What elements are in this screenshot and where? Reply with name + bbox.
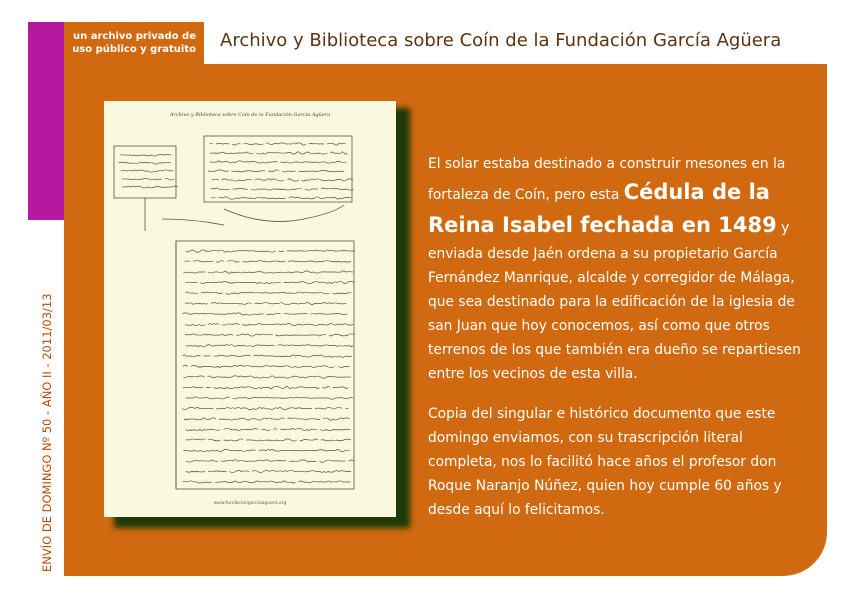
handwriting-line [183,376,351,379]
handwriting-line [186,292,352,294]
handwriting-line [185,260,352,262]
tagline-box [64,22,204,64]
document-header-text: Archivo y Biblioteca sobre Coín de la Fundación García Agüera [169,112,331,118]
handwriting-line [186,250,355,252]
handwriting-line [186,428,350,430]
document-footer-url: www.fundaciongarciaaguera.org [213,501,287,506]
manuscript-handwriting [104,101,396,517]
handwriting-line [184,418,350,420]
page-title: Archivo y Biblioteca sobre Coín de la Fundación García Agüera [220,30,782,51]
handwriting-line [210,161,350,163]
handwriting-line [186,439,351,441]
paragraph-2: Copia del singular e histórico documento que este domingo enviamos, con su trascripción literal completa, nos lo facilitó hace años el profesor don Roque Naranjo Núñez, quien hoy cumple 60 años y desde aquí lo felicitamos. [428,406,782,518]
handwriting-line [185,334,355,336]
magenta-accent-bar [28,22,64,220]
handwriting-line [211,188,353,190]
handwriting-line [211,197,351,199]
handwriting-line [186,344,353,346]
handwriting-line [210,143,346,145]
handwriting-line [183,355,352,357]
handwriting-line [185,303,349,305]
handwriting-line [186,460,354,462]
paragraph-1 [428,152,808,386]
tagline-line-2: uso público y gratuito [72,44,196,55]
handwriting-line [208,170,344,172]
handwriting-line [183,481,351,483]
paragraph-1-highlight: Cédula de la Reina Isabel fechada en 1489 [428,180,777,237]
manuscript-document-image [104,101,396,517]
handwriting-line [182,313,347,315]
article-text [428,152,808,522]
handwriting-line [183,449,349,451]
handwriting-line [122,186,178,188]
handwriting-line [120,155,174,157]
handwriting-line [185,323,353,325]
handwriting-line [119,162,171,164]
paragraph-1-start: El solar estaba destinado a construir mesones en la fortaleza de Coín, pero esta [428,156,786,203]
handwriting-line [186,397,353,399]
paragraph-1-end: y enviada desde Jaén ordena a su propietario García Fernández Manrique, alcalde y corregidor de Málaga, que sea destinado para la edificación de la iglesia de san Juan que hoy conocemos, así como que otros terrenos de los que también era dueño se repartiesen entre los vecinos de esta villa. [428,220,801,382]
handwriting-line [183,271,353,273]
handwriting-line [121,170,173,172]
handwriting-line [212,179,353,181]
handwriting-line [186,470,351,472]
handwriting-line [186,281,357,283]
handwriting-line [122,178,178,180]
issue-info-vertical: ENVÍO DE DOMINGO Nº 50 - AÑO II - 2011/03/13 [40,293,54,572]
handwriting-line [183,386,348,389]
tagline-line-1: un archivo privado de [73,31,196,42]
handwriting-line [182,407,352,409]
handwriting-line [210,152,347,154]
handwriting-line [183,365,353,367]
